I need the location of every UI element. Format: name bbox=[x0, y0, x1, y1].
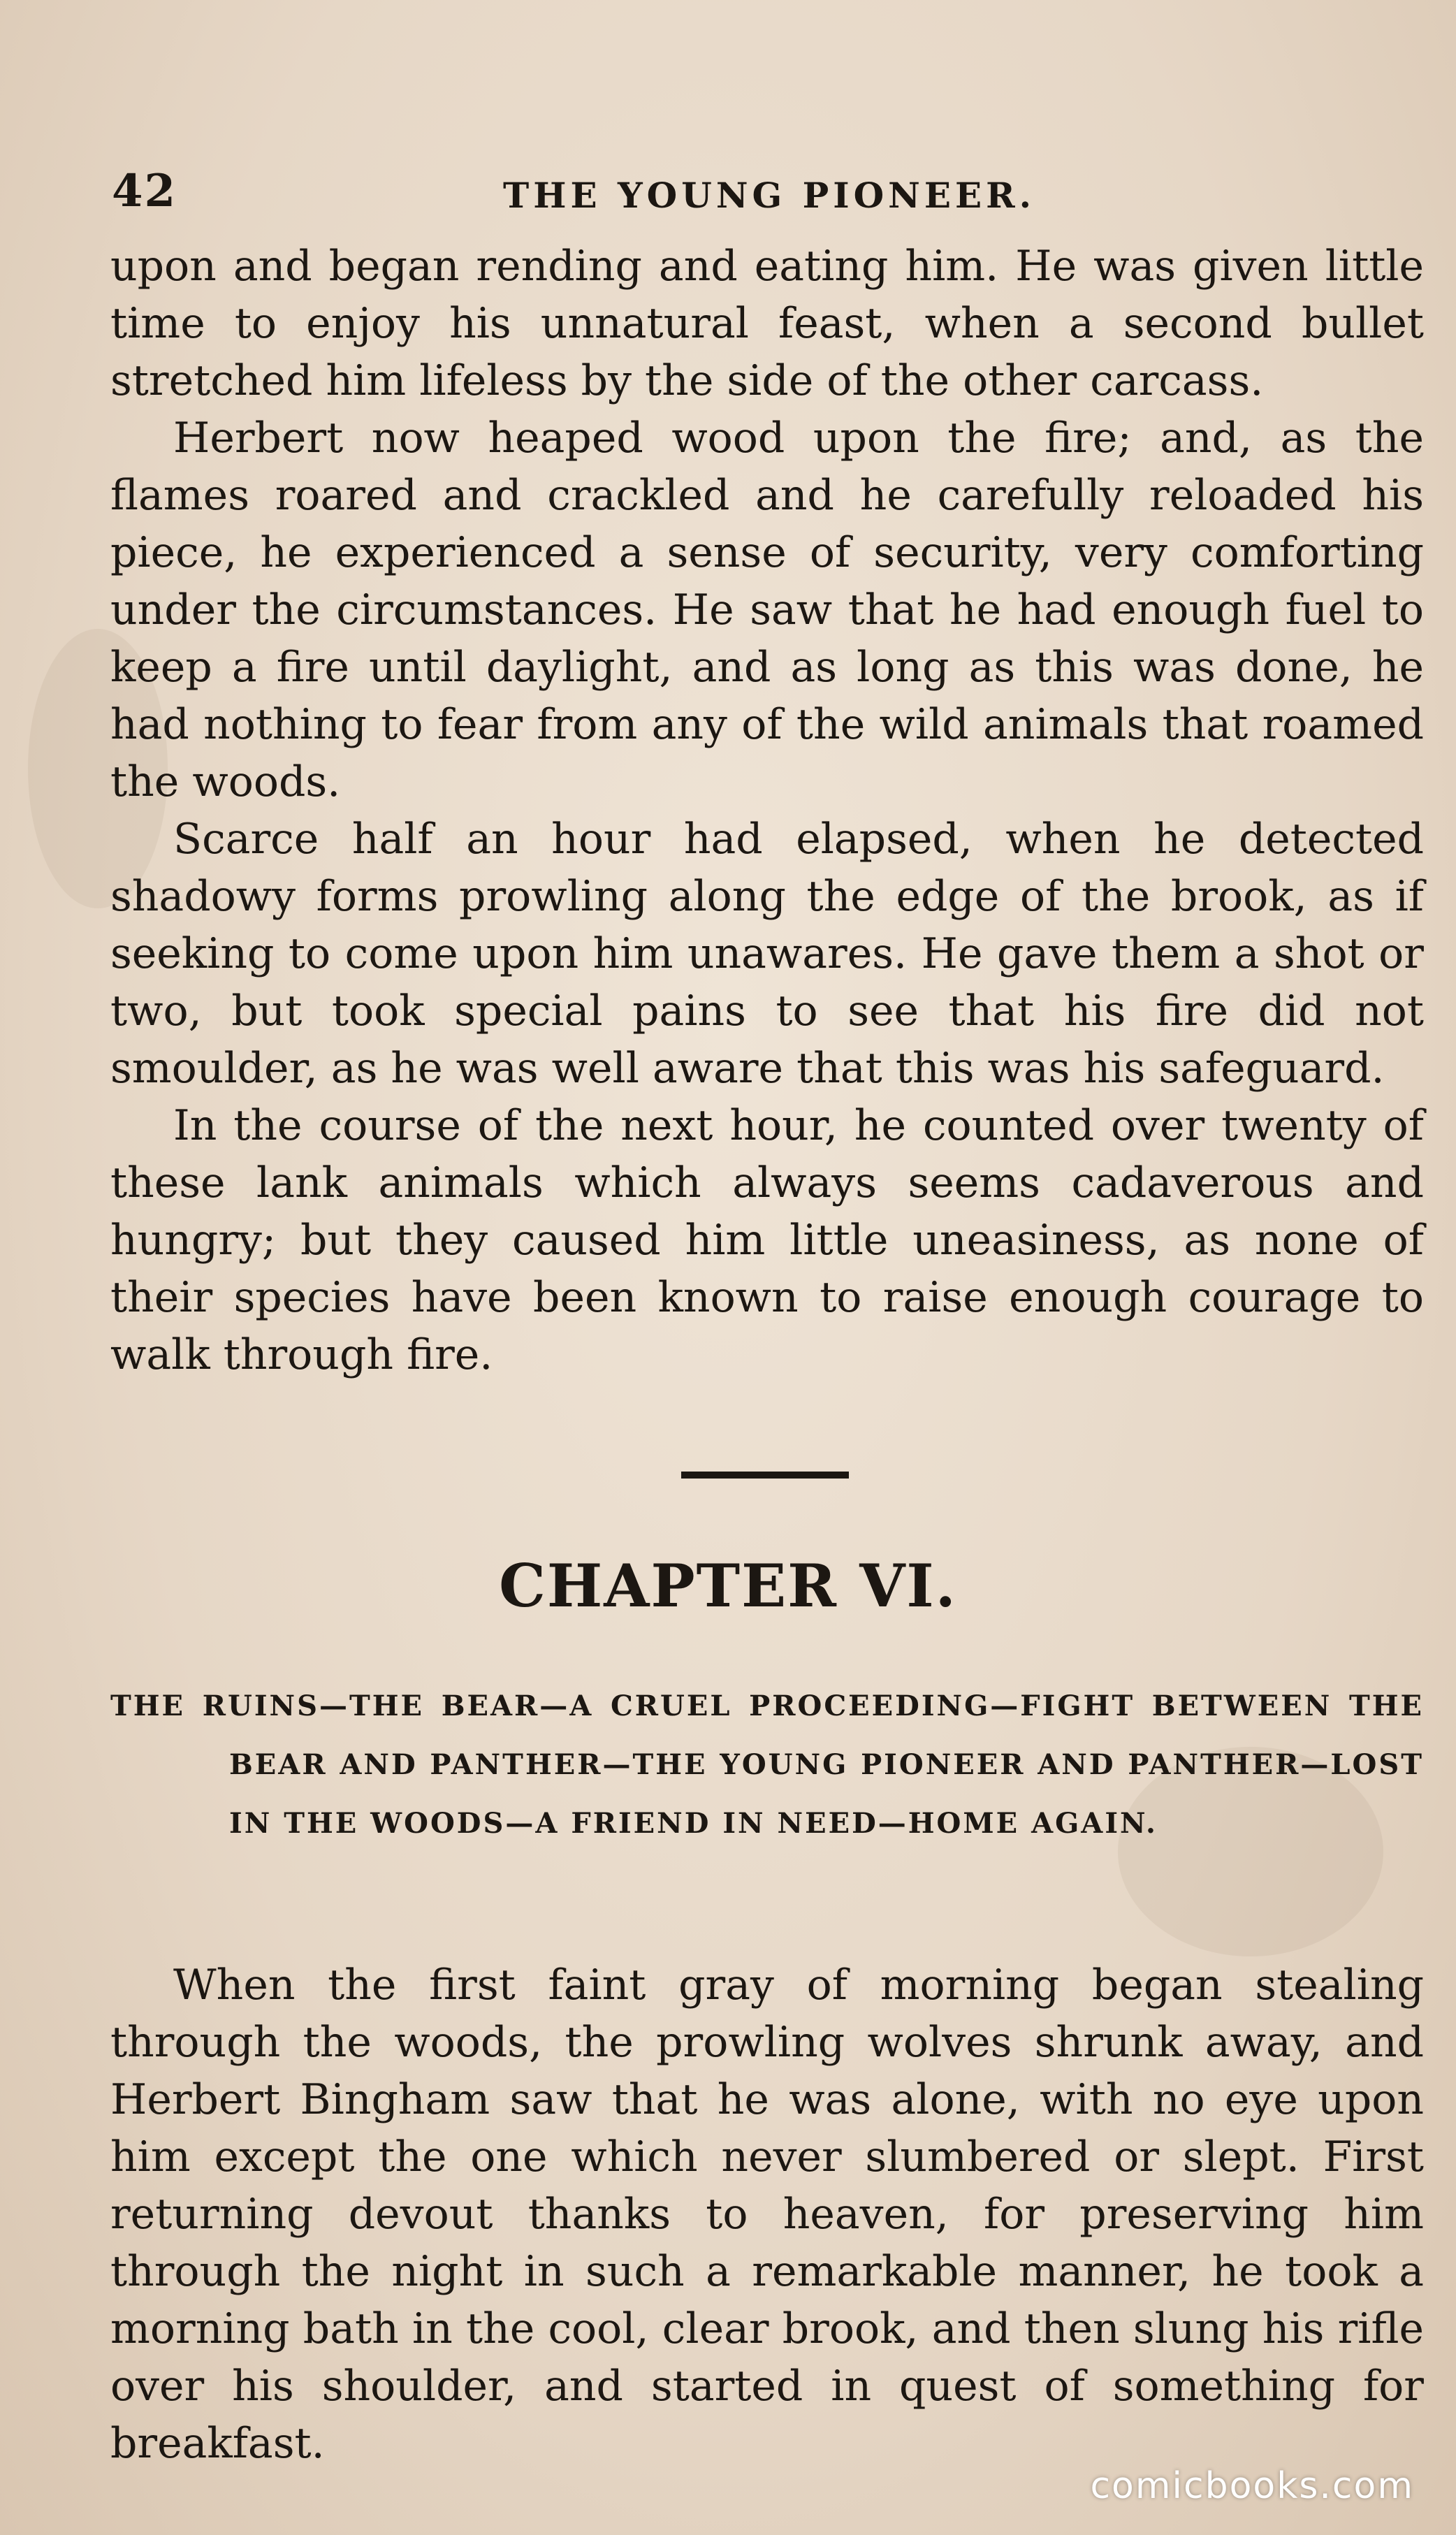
section-divider bbox=[681, 1472, 849, 1479]
paragraph: upon and began rending and eating him. He was given little time to enjoy his unnatural feast, when a second bullet stretched him lifeless by the side of the other carcass. bbox=[110, 242, 1424, 405]
chapter-synopsis: THE RUINS—THE BEAR—A CRUEL PROCEEDING—FIGHT BETWEEN THE BEAR AND PANTHER—THE YOUNG PIONEER AND PANTHER—LOST IN THE WOODS—A FRIEND IN NEED—HOME AGAIN. bbox=[110, 1690, 1424, 1840]
paragraph: When the first faint gray of morning began stealing through the woods, the prowling wolves shrunk away, and Herbert Bingham saw that he was alone, with no eye upon him except the one which never slumbered or slept. First returning devout thanks to heaven, for preserving him through the night in such a remarkable manner, he took a morning bath in the cool, clear brook, and then slung his rifle over his shoulder, and started in quest of something for breakfast. bbox=[110, 1961, 1424, 2468]
watermark: comicbooks.com bbox=[1090, 2465, 1414, 2507]
paragraph: Herbert now heaped wood upon the fire; and, as the flames roared and crackled and he carefully reloaded his piece, he experienced a sense of security, very comforting under the circumstances. He saw that he had enough fuel to keep a fire until daylight, and as long as this was done, he had nothing to fear from any of the wild animals that roamed the woods. bbox=[110, 414, 1424, 806]
chapter-title: CHAPTER VI. bbox=[499, 1551, 957, 1620]
page-number: 42 bbox=[112, 165, 177, 217]
running-head: THE YOUNG PIONEER. bbox=[503, 175, 1036, 216]
paragraph: In the course of the next hour, he counted over twenty of these lank animals which always seems cadaverous and hungry; but they caused him little uneasiness, as none of their species have been known to raise enough courage to walk through fire. bbox=[110, 1101, 1424, 1379]
body-text bbox=[110, 238, 1424, 1383]
paragraph: Scarce half an hour had elapsed, when he detected shadowy forms prowling along the edge of the brook, as if seeking to come upon him unawares. He gave them a shot or two, but took special pains to see that his fire did not smoulder, as he was well aware that this was his safeguard. bbox=[110, 815, 1424, 1093]
chapter-body-text bbox=[110, 1956, 1424, 2472]
page-header bbox=[112, 165, 1372, 228]
